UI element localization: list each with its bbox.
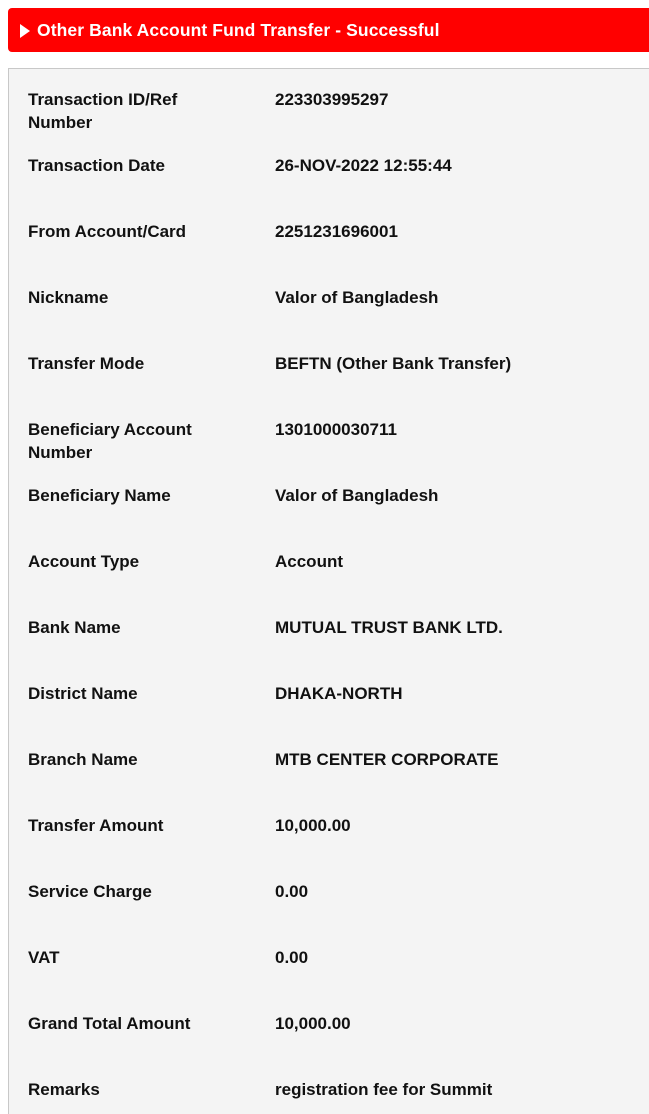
transaction-details-panel [8, 68, 649, 1114]
detail-label: Transfer Amount [28, 816, 164, 835]
detail-row-vat [9, 927, 649, 993]
detail-row-beneficiary-account [9, 399, 649, 465]
detail-row-district-name [9, 663, 649, 729]
detail-row-branch-name [9, 729, 649, 795]
detail-value: Valor of Bangladesh [275, 486, 439, 505]
detail-label: Beneficiary Name [28, 486, 171, 505]
detail-row-account-type [9, 531, 649, 597]
detail-label: Account Type [28, 552, 140, 571]
detail-label: Transaction ID/Ref Number [28, 90, 178, 132]
detail-row-transfer-amount [9, 795, 649, 861]
detail-label: Nickname [28, 288, 109, 307]
detail-value: 2251231696001 [275, 222, 398, 241]
detail-value: MTB CENTER CORPORATE [275, 750, 499, 769]
detail-label: District Name [28, 684, 138, 703]
detail-row-transaction-id [9, 69, 649, 135]
detail-row-transaction-date [9, 135, 649, 201]
detail-label: Transaction Date [28, 156, 165, 175]
detail-label: Beneficiary Account Number [28, 420, 192, 462]
detail-row-grand-total [9, 993, 649, 1059]
success-header-bar [8, 8, 649, 52]
detail-label: Remarks [28, 1080, 100, 1099]
detail-value: 10,000.00 [275, 816, 351, 835]
detail-value: BEFTN (Other Bank Transfer) [275, 354, 512, 373]
detail-row-service-charge [9, 861, 649, 927]
detail-value: 26-NOV-2022 12:55:44 [275, 156, 452, 175]
detail-row-from-account [9, 201, 649, 267]
detail-value: 223303995297 [275, 90, 389, 109]
detail-row-bank-name [9, 597, 649, 663]
detail-value: 10,000.00 [275, 1014, 351, 1033]
detail-value: registration fee for Summit [275, 1080, 493, 1099]
detail-value: 0.00 [275, 882, 309, 901]
arrow-right-icon [20, 24, 30, 38]
detail-row-transfer-mode [9, 333, 649, 399]
detail-label: Bank Name [28, 618, 121, 637]
detail-label: Branch Name [28, 750, 138, 769]
detail-value: DHAKA-NORTH [275, 684, 403, 703]
detail-value: 1301000030711 [275, 420, 397, 439]
detail-row-nickname [9, 267, 649, 333]
detail-value: 0.00 [275, 948, 309, 967]
detail-value: MUTUAL TRUST BANK LTD. [275, 618, 503, 637]
detail-label: Service Charge [28, 882, 152, 901]
detail-label: Transfer Mode [28, 354, 145, 373]
detail-label: VAT [28, 948, 60, 967]
detail-value: Valor of Bangladesh [275, 288, 439, 307]
detail-value: Account [275, 552, 343, 571]
detail-label: Grand Total Amount [28, 1014, 191, 1033]
detail-label: From Account/Card [28, 222, 187, 241]
detail-row-beneficiary-name [9, 465, 649, 531]
detail-row-remarks [9, 1059, 649, 1114]
page-title: Other Bank Account Fund Transfer - Successful [37, 19, 440, 40]
